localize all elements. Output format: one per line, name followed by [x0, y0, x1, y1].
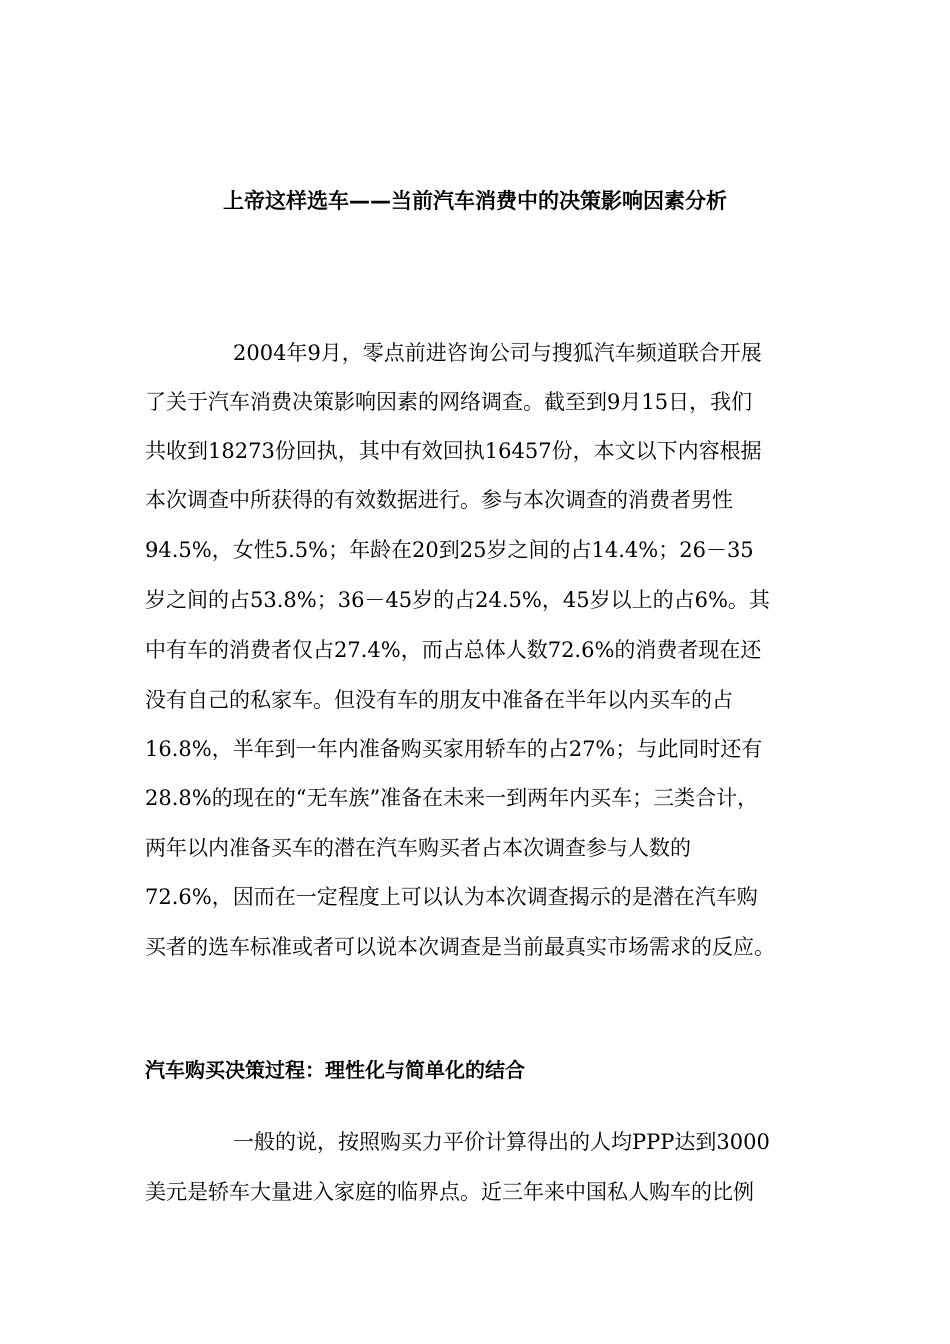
- paragraph-line: 2004年9月，零点前进咨询公司与搜狐汽车频道联合开展: [233, 341, 762, 365]
- paragraph-line: 美元是轿车大量进入家庭的临界点。近三年来中国私人购车的比例: [145, 1180, 754, 1204]
- paragraph-line: 94.5%，女性5.5%；年龄在20到25岁之间的占14.4%；26－35: [145, 538, 754, 562]
- paragraph-line: 16.8%，半年到一年内准备购买家用轿车的占27%；与此同时还有: [145, 737, 763, 761]
- paragraph-line: 共收到18273份回执，其中有效回执16457份，本文以下内容根据: [145, 439, 762, 463]
- paragraph-line: 72.6%，因而在一定程度上可以认为本次调查揭示的是潜在汽车购: [145, 885, 758, 909]
- paragraph-line: 中有车的消费者仅占27.4%，而占总体人数72.6%的消费者现在还: [145, 638, 762, 662]
- paragraph-line: 本次调查中所获得的有效数据进行。参与本次调查的消费者男性: [145, 488, 733, 512]
- paragraph-line: 了关于汽车消费决策影响因素的网络调查。截至到9月15日，我们: [145, 390, 753, 414]
- paragraph-line: 28.8%的现在的“无车族”准备在未来一到两年内买车；三类合计，: [145, 786, 759, 810]
- paragraph-line: 一般的说，按照购买力平价计算得出的人均PPP达到3000: [233, 1130, 770, 1154]
- paragraph-line: 没有自己的私家车。但没有车的朋友中准备在半年以内买车的占: [145, 688, 733, 712]
- paragraph-line: 两年以内准备买车的潜在汽车购买者占本次调查参与人数的: [145, 836, 691, 860]
- document-title: 上帝这样选车——当前汽车消费中的决策影响因素分析: [223, 189, 727, 213]
- paragraph-line: 岁之间的占53.8%；36－45岁的占24.5%，45岁以上的占6%。其: [145, 588, 770, 612]
- paragraph-line: 买者的选车标准或者可以说本次调查是当前最真实市场需求的反应。: [145, 935, 775, 959]
- section-heading: 汽车购买决策过程：理性化与简单化的结合: [145, 1058, 525, 1082]
